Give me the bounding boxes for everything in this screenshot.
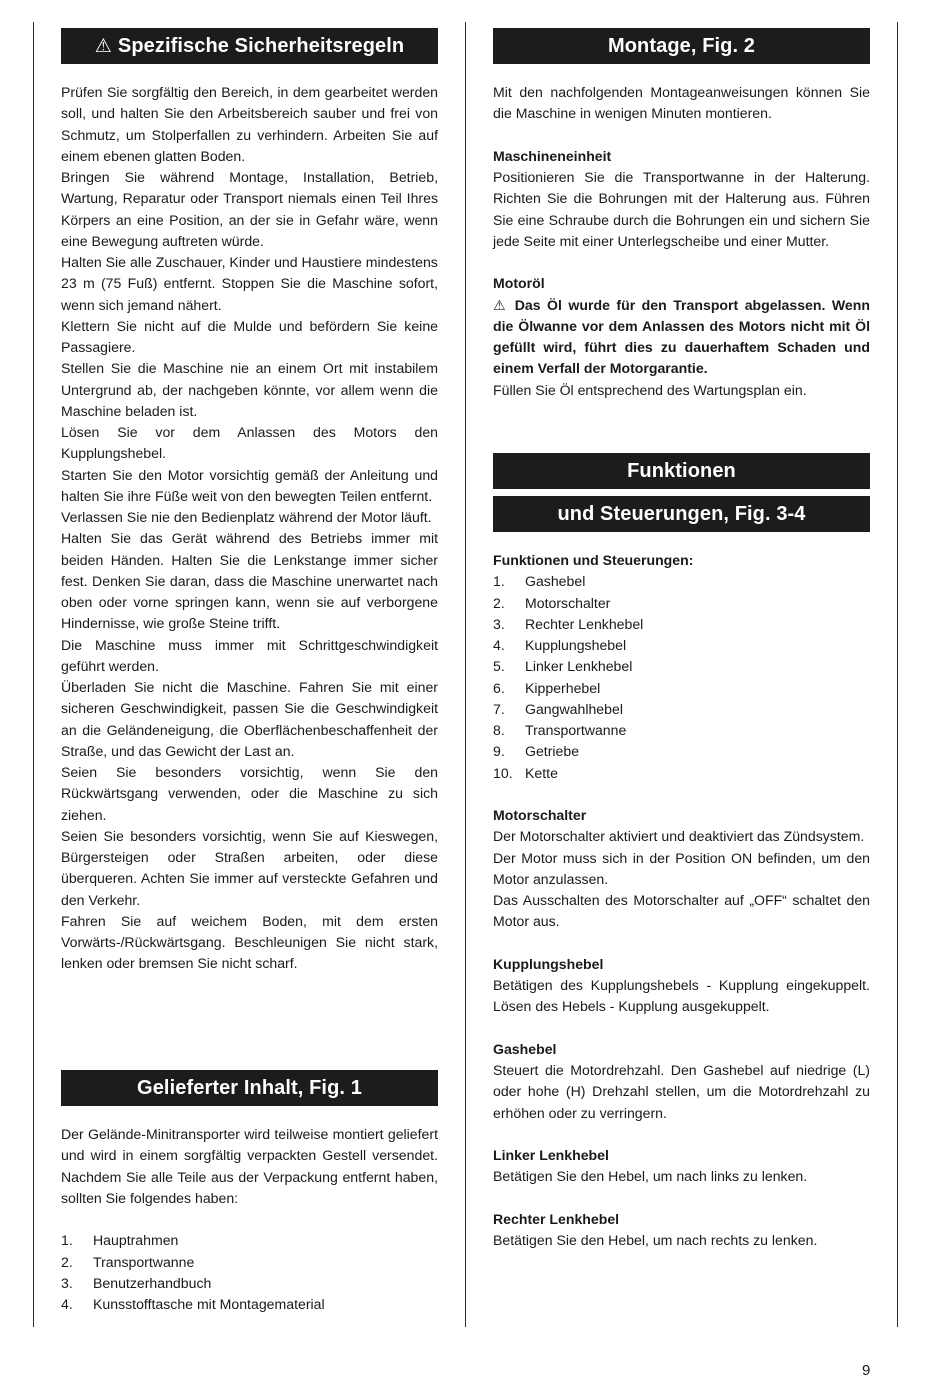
safety-paragraph: Halten Sie alle Zuschauer, Kinder und Haustiere mindestens [61,254,438,270]
functions-section [493,453,870,1251]
left-column [61,28,438,975]
assembly-heading: Montage, Fig. 2 [493,28,870,64]
list-item: 6. Kipperhebel [493,679,601,696]
safety-paragraph: Prüfen Sie sorgfältig den Bereich, in dem gearbeitet werden soll, und halten Sie den Arbeitsbereich sauber und frei von Schmutz, um Stolperfallen zu verhindern. Arbeiten Sie auf einem ebenen glatten Boden. [61,84,438,164]
contents-list [61,1230,438,1315]
motor-switch-heading: Motorschalter [493,807,587,823]
motor-switch-text: Der Motorschalter aktiviert und deaktiviert das Zündsystem. [493,828,865,845]
motor-oil-heading: Motoröl [493,275,545,292]
safety-paragraph: Lösen Sie vor dem Anlassen des Motors den Kupplungshebel. [61,424,438,462]
list-item: 2. Transportwanne [61,1253,195,1270]
safety-paragraph: Fahren Sie auf weichem Boden, mit dem ersten Vorwärts-/Rückwärtsgang. Beschleunigen Sie nicht stark, lenken oder bremsen Sie nicht scharf. [61,912,438,972]
safety-paragraph: Klettern Sie nicht auf die Mulde und befördern Sie keine Passagiere. [61,317,438,355]
list-item: 3. Benutzerhandbuch [61,1274,212,1291]
functions-heading-line1: Funktionen [493,453,870,489]
list-item: 7. Gangwahlhebel [493,700,623,717]
motor-switch-text: Das Ausschalten des Motorschalter auf „OFF“ schaltet den Motor aus. [493,892,870,930]
safety-paragraph: Bringen Sie während Montage, Installation, Betrieb, Wartung, Reparatur oder Transport niemals einen Teil Ihres Körpers an eine Position, an der sie in Gefahr wäre, wenn eine Bewegung auftreten würde. [61,169,438,249]
safety-paragraph: Starten Sie den Motor vorsichtig gemäß der Anleitung und halten Sie ihre Füße weit von den bewegten Teilen entfernt. [61,466,438,504]
safety-rules-heading: ⚠ Spezifische Sicherheitsregeln [61,28,438,64]
safety-rules-body [61,82,438,975]
contents-intro: Der Gelände-Minitransporter wird teilweise montiert geliefert und wird in einem sorgfältig verpackten Gestell versendet. Nachdem Sie alle Teile aus der Verpackung entfernt haben, sollten Sie folgendes haben: [61,1126,438,1206]
assembly-intro: Mit den nachfolgenden Montageanweisungen können Sie die Maschine in wenigen Minuten montieren. [493,84,870,122]
safety-paragraph: Die Maschine muss immer mit Schrittgeschwindigkeit geführt werden. [61,636,438,674]
motor-switch-text: Der Motor muss sich in der Position ON befinden, um den Motor anzulassen. [493,849,870,887]
list-item: 9. Getriebe [493,743,580,760]
safety-paragraph: Überladen Sie nicht die Maschine. Fahren Sie mit einer sicheren Geschwindigkeit, passen Sie die Geschwindigkeit an die Geländeneigung, die Oberflächenbeschaffenheit der Straße, und das Gewicht der Last an. [61,679,438,759]
machine-unit-text: Positionieren Sie die Transportwanne in der Halterung. Richten Sie die Bohrungen mit der Halterung aus. Führen Sie eine Schraube durch die Bohrungen ein und sichern Sie jede Seite mit einer Unterlegscheibe und einer Mutter. [493,169,870,249]
left-steering-lever-heading: Linker Lenkhebel [493,1147,609,1163]
left-margin-rule [33,22,34,1327]
machine-unit-heading: Maschineneinheit [493,147,612,164]
warning-triangle-icon: ⚠ [94,35,112,57]
motor-oil-text: Füllen Sie Öl entsprechend des Wartungsplan ein. [493,381,807,398]
list-item: 4. Kunsstofftasche mit Montagematerial [61,1296,325,1312]
list-item: 4. Kupplungshebel [493,637,627,653]
list-item: 10. Kette [493,764,558,781]
contents-heading: Gelieferter Inhalt, Fig. 1 [61,1070,438,1106]
column-divider [465,22,466,1327]
safety-paragraph: Seien Sie besonders vorsichtig, wenn Sie auf Kieswegen, Bürgersteigen oder Straßen arbeiten, oder diese überqueren. Achten Sie immer auf versteckte Gefahren und den Verkehr. [61,827,438,908]
list-item: 3. Rechter Lenkhebel [493,615,644,632]
safety-paragraph: Verlassen Sie nie den Bedienplatz während der Motor läuft. [61,509,432,525]
list-item: 2. Motorschalter [493,594,611,611]
list-item: 1. Gashebel [493,573,586,590]
safety-paragraph: Halten Sie das Gerät während des Betriebs immer mit beiden Händen. Halten Sie die Lenkstange immer sicher fest. Denken Sie daran, dass die Maschine unerwartet nach oben oder vorne springen kann, wenn sie auf verborgene Hindernisse, wie große Steine trifft. [61,530,438,632]
motor-oil-warning: ⚠ Das Öl wurde für den Transport abgelassen. Wenn die Ölwanne vor dem Anlassen des Motors nicht mit Öl gefüllt wird, führt dies zu dauerhaftem Schaden und einem Verfall der Motorgarantie. [493,296,870,377]
right-steering-lever-text: Betätigen Sie den Hebel, um nach rechts zu lenken. [493,1232,818,1248]
throttle-heading: Gashebel [493,1040,557,1057]
page-number: 9 [862,1362,871,1379]
list-item: 8. Transportwanne [493,722,627,738]
safety-paragraph: Seien Sie besonders vorsichtig, wenn Sie den Rückwärtsgang verwenden, oder die Maschine zu sich ziehen. [61,764,438,823]
clutch-lever-heading: Kupplungshebel [493,955,604,972]
warning-triangle-icon: ⚠ [493,296,515,313]
list-item: 5. Linker Lenkhebel [493,658,633,675]
clutch-lever-text: Betätigen des Kupplungshebels - Kupplung eingekuppelt. Lösen des Hebels - Kupplung ausgekuppelt. [493,977,870,1015]
right-margin-rule [897,22,898,1327]
functions-heading-line2: und Steuerungen, Fig. 3-4 [493,496,870,532]
contents-section [61,1070,438,1315]
left-steering-lever-text: Betätigen Sie den Hebel, um nach links zu lenken. [493,1168,808,1185]
throttle-text: Steuert die Motordrehzahl. Den Gashebel auf niedrige (L) oder hohe (H) Drehzahl stellen, um die Motordrehzahl zu erhöhen oder zu verringern. [493,1062,870,1121]
safety-paragraph: Stellen Sie die Maschine nie an einem Ort mit instabilem Untergrund ab, der nachgeben könnte, vor allem wenn die Maschine beladen ist. [61,360,438,419]
functions-list [493,571,870,784]
safety-paragraph: 23 m (75 Fuß) entfernt. Stoppen Sie die Maschine sofort, wenn sich jemand nähert. [61,275,438,313]
list-item: 1. Hauptrahmen [61,1232,179,1249]
functions-list-heading: Funktionen und Steuerungen: [493,552,694,568]
right-steering-lever-heading: Rechter Lenkhebel [493,1210,620,1227]
assembly-section [493,28,870,401]
